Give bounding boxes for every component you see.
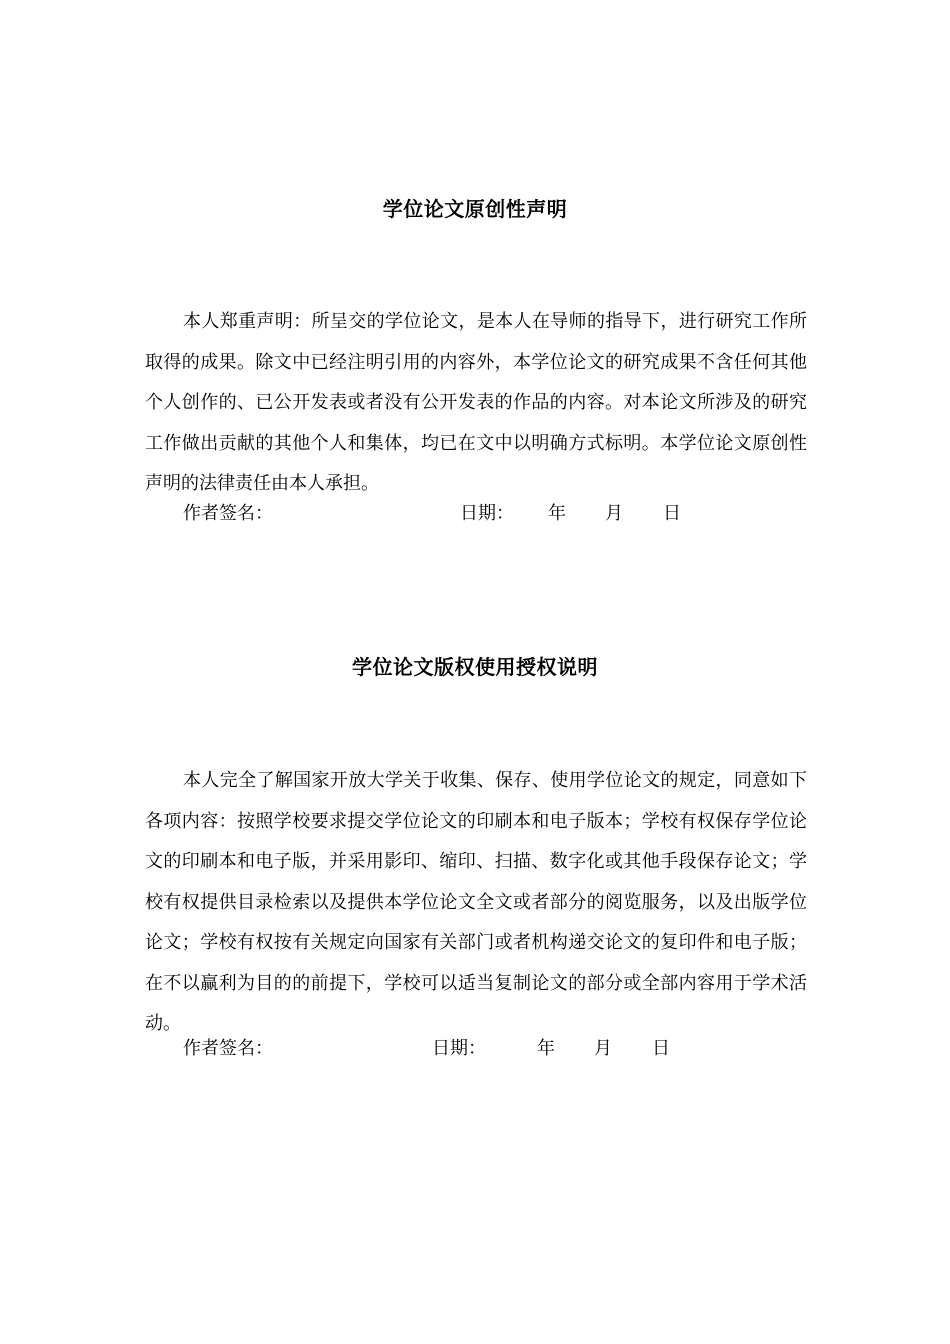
originality-title: 学位论文原创性声明 bbox=[382, 197, 568, 221]
month-label: 月 bbox=[605, 503, 623, 524]
day-label: 日 bbox=[652, 1038, 670, 1059]
copyright-body: 本人完全了解国家开放大学关于收集、保存、使用学位论文的规定，同意如下各项内容：按照学校要求提交学位论文的印刷本和电子版本；学校有权保存学位论文的印刷本和电子版，并采用影印、缩印、扫描、数字化或其他手段保存论文；学校有权提供目录检索以及提供本学位论文全文或者部分的阅览服务，以及出版学位论文；学校有权按有关规定向国家有关部门或者机构递交论文的复印件和电子版；在不以赢利为目的的前提下，学校可以适当复制论文的部分或全部内容用于学术活动。 bbox=[145, 770, 807, 1034]
originality-signature-line bbox=[0, 499, 950, 529]
copyright-signature-line bbox=[0, 1034, 950, 1064]
signature-label: 作者签名： bbox=[183, 1038, 273, 1059]
year-label: 年 bbox=[537, 1038, 555, 1059]
signature-label: 作者签名： bbox=[183, 503, 273, 524]
date-label: 日期： bbox=[432, 1038, 486, 1059]
year-label: 年 bbox=[548, 503, 566, 524]
date-label: 日期： bbox=[460, 503, 514, 524]
day-label: 日 bbox=[663, 503, 681, 524]
originality-body: 本人郑重声明：所呈交的学位论文，是本人在导师的指导下，进行研究工作所取得的成果。除文中已经注明引用的内容外，本学位论文的研究成果不含任何其他个人创作的、已公开发表或者没有公开发表的作品的内容。对本论文所涉及的研究工作做出贡献的其他个人和集体，均已在文中以明确方式标明。本学位论文原创性声明的法律责任由本人承担。 bbox=[145, 311, 807, 494]
month-label: 月 bbox=[594, 1038, 612, 1059]
copyright-title: 学位论文版权使用授权说明 bbox=[352, 655, 598, 679]
